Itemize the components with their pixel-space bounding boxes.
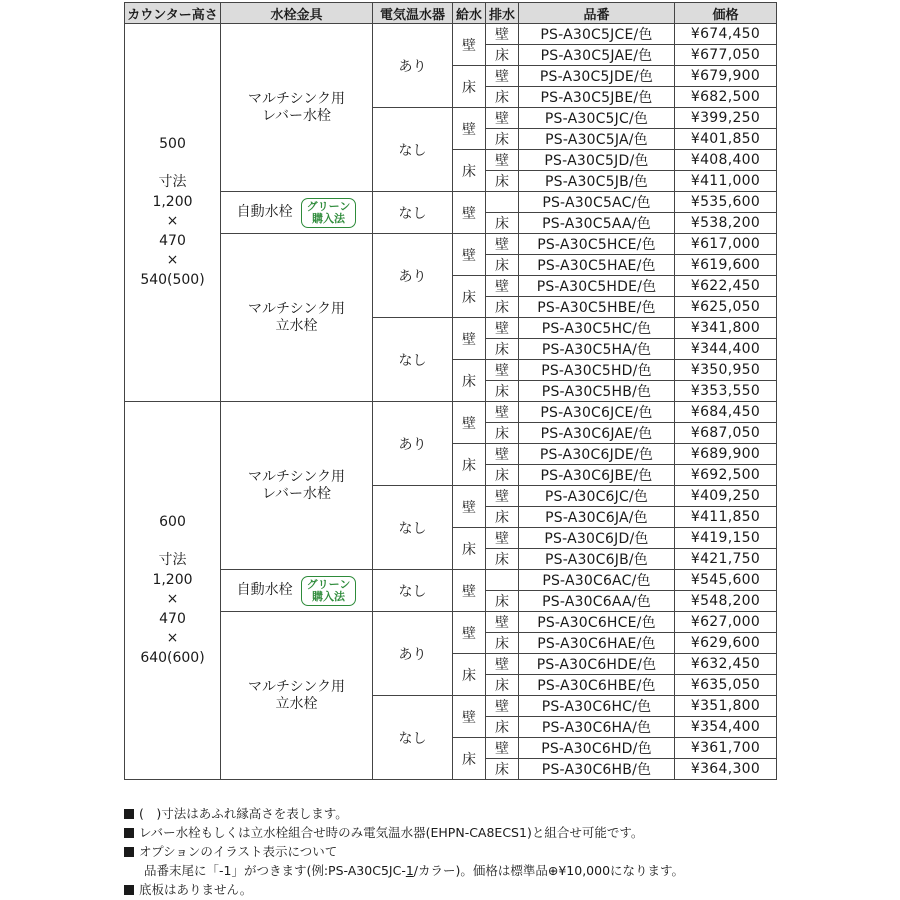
product-price: ¥619,600 <box>675 255 777 276</box>
heater-no: なし <box>373 486 453 570</box>
product-price: ¥545,600 <box>675 570 777 591</box>
dims-times: × <box>166 213 179 230</box>
supply-wall: 壁 <box>453 486 486 528</box>
green-purchase-badge <box>301 576 357 606</box>
note-text: 品番末尾に「-1」がつきます(例:PS-A30C5JC- <box>144 863 406 878</box>
note-item <box>124 842 824 861</box>
faucet-name-line2: レバー水栓 <box>261 485 332 502</box>
drain-wall: 壁 <box>486 738 519 759</box>
drain-floor: 床 <box>486 633 519 654</box>
header-row <box>125 3 777 24</box>
product-code: PS-A30C5JD/色 <box>519 150 675 171</box>
table-row <box>125 612 777 633</box>
product-code: PS-A30C6AC/色 <box>519 570 675 591</box>
dims-times: × <box>166 591 179 608</box>
faucet-name-line1: マルチシンク用 <box>247 300 346 317</box>
drain-wall: 壁 <box>486 234 519 255</box>
drain-floor: 床 <box>486 213 519 234</box>
note-item <box>124 823 824 842</box>
price-table <box>124 2 777 780</box>
supply-floor: 床 <box>453 738 486 780</box>
drain-wall <box>486 192 519 213</box>
header-price: 価格 <box>675 3 777 24</box>
supply-wall: 壁 <box>453 402 486 444</box>
supply-floor: 床 <box>453 66 486 108</box>
faucet-name-line1: マルチシンク用 <box>247 90 346 107</box>
product-price: ¥411,000 <box>675 171 777 192</box>
product-price: ¥351,800 <box>675 696 777 717</box>
faucet-name-line1: マルチシンク用 <box>247 678 346 695</box>
dims-width: 1,200 <box>152 571 193 588</box>
heater-no: なし <box>373 570 453 612</box>
product-price: ¥538,200 <box>675 213 777 234</box>
table-row <box>125 570 777 591</box>
supply-wall: 壁 <box>453 192 486 234</box>
drain-wall: 壁 <box>486 318 519 339</box>
drain-wall: 壁 <box>486 402 519 423</box>
product-code: PS-A30C6JBE/色 <box>519 465 675 486</box>
supply-floor: 床 <box>453 360 486 402</box>
drain-wall: 壁 <box>486 696 519 717</box>
faucet-auto-name: 自動水栓 <box>236 582 293 598</box>
supply-floor: 床 <box>453 528 486 570</box>
product-price: ¥353,550 <box>675 381 777 402</box>
note-item-continued <box>124 861 824 880</box>
product-code: PS-A30C5HCE/色 <box>519 234 675 255</box>
drain-floor: 床 <box>486 507 519 528</box>
supply-floor: 床 <box>453 654 486 696</box>
product-code: PS-A30C6JA/色 <box>519 507 675 528</box>
drain-floor: 床 <box>486 87 519 108</box>
header-drain: 排水 <box>486 3 519 24</box>
heater-yes: あり <box>373 612 453 696</box>
faucet-auto <box>221 192 373 234</box>
faucet-name-line1: マルチシンク用 <box>247 468 346 485</box>
note-text: オプションのイラスト表示について <box>139 844 338 859</box>
note-underlined-suffix: 1 <box>405 863 414 878</box>
header-supply: 給水 <box>453 3 486 24</box>
table-row <box>125 24 777 45</box>
heater-yes: あり <box>373 234 453 318</box>
faucet-standing <box>221 612 373 780</box>
drain-floor: 床 <box>486 339 519 360</box>
supply-wall: 壁 <box>453 318 486 360</box>
product-price: ¥548,200 <box>675 591 777 612</box>
product-code: PS-A30C5HD/色 <box>519 360 675 381</box>
product-code: PS-A30C5HB/色 <box>519 381 675 402</box>
heater-yes: あり <box>373 24 453 108</box>
product-code: PS-A30C6JCE/色 <box>519 402 675 423</box>
drain-floor: 床 <box>486 675 519 696</box>
product-price: ¥354,400 <box>675 717 777 738</box>
product-price: ¥535,600 <box>675 192 777 213</box>
product-code: PS-A30C6HCE/色 <box>519 612 675 633</box>
dims-depth: 470 <box>159 232 186 249</box>
product-price: ¥632,450 <box>675 654 777 675</box>
faucet-name-line2: レバー水栓 <box>261 107 332 124</box>
dims-label: 寸法 <box>158 174 187 191</box>
product-price: ¥625,050 <box>675 297 777 318</box>
product-price: ¥350,950 <box>675 360 777 381</box>
note-item <box>124 804 824 823</box>
drain-floor: 床 <box>486 255 519 276</box>
drain-floor: 床 <box>486 465 519 486</box>
square-bullet-icon <box>124 885 134 895</box>
product-code: PS-A30C6HC/色 <box>519 696 675 717</box>
counter-cell-500 <box>125 24 221 402</box>
badge-line1: グリーン <box>306 577 351 591</box>
product-code: PS-A30C5HA/色 <box>519 339 675 360</box>
faucet-standing <box>221 234 373 402</box>
dims-total: 540(500) <box>140 271 205 288</box>
product-code: PS-A30C6HD/色 <box>519 738 675 759</box>
product-price: ¥361,700 <box>675 738 777 759</box>
counter-height: 500 <box>159 135 186 152</box>
faucet-auto <box>221 570 373 612</box>
drain-floor: 床 <box>486 423 519 444</box>
drain-wall: 壁 <box>486 612 519 633</box>
note-text: ( )寸法はあふれ縁高さを表します。 <box>139 806 348 821</box>
product-code: PS-A30C6HAE/色 <box>519 633 675 654</box>
heater-no: なし <box>373 696 453 780</box>
heater-yes: あり <box>373 402 453 486</box>
product-price: ¥421,750 <box>675 549 777 570</box>
product-price: ¥408,400 <box>675 150 777 171</box>
product-price: ¥682,500 <box>675 87 777 108</box>
product-price: ¥364,300 <box>675 759 777 780</box>
drain-floor: 床 <box>486 171 519 192</box>
product-code: PS-A30C6JB/色 <box>519 549 675 570</box>
drain-wall: 壁 <box>486 66 519 87</box>
faucet-name-line2: 立水栓 <box>275 695 318 712</box>
drain-wall: 壁 <box>486 150 519 171</box>
drain-floor: 床 <box>486 591 519 612</box>
product-price: ¥341,800 <box>675 318 777 339</box>
drain-floor: 床 <box>486 297 519 318</box>
dims-total: 640(600) <box>140 649 205 666</box>
product-code: PS-A30C6HA/色 <box>519 717 675 738</box>
note-text: 底板はありません。 <box>139 882 253 897</box>
drain-wall: 壁 <box>486 486 519 507</box>
product-code: PS-A30C5JA/色 <box>519 129 675 150</box>
badge-line2: 購入法 <box>312 211 345 225</box>
header-counter-height: カウンター高さ <box>125 3 221 24</box>
badge-line2: 購入法 <box>312 589 345 603</box>
drain-wall <box>486 570 519 591</box>
product-price: ¥684,450 <box>675 402 777 423</box>
product-price: ¥411,850 <box>675 507 777 528</box>
dims-width: 1,200 <box>152 193 193 210</box>
product-price: ¥627,000 <box>675 612 777 633</box>
drain-wall: 壁 <box>486 276 519 297</box>
product-code: PS-A30C6HBE/色 <box>519 675 675 696</box>
supply-wall: 壁 <box>453 234 486 276</box>
product-code: PS-A30C5JAE/色 <box>519 45 675 66</box>
drain-wall: 壁 <box>486 360 519 381</box>
product-price: ¥409,250 <box>675 486 777 507</box>
supply-wall: 壁 <box>453 24 486 66</box>
product-code: PS-A30C6HB/色 <box>519 759 675 780</box>
supply-floor: 床 <box>453 444 486 486</box>
supply-wall: 壁 <box>453 108 486 150</box>
product-price: ¥401,850 <box>675 129 777 150</box>
product-code: PS-A30C5JBE/色 <box>519 87 675 108</box>
product-code: PS-A30C5HC/色 <box>519 318 675 339</box>
product-code: PS-A30C6JAE/色 <box>519 423 675 444</box>
product-code: PS-A30C5JCE/色 <box>519 24 675 45</box>
product-code: PS-A30C5HAE/色 <box>519 255 675 276</box>
product-price: ¥419,150 <box>675 528 777 549</box>
faucet-lever <box>221 402 373 570</box>
header-code: 品番 <box>519 3 675 24</box>
drain-wall: 壁 <box>486 654 519 675</box>
dims-times: × <box>166 630 179 647</box>
supply-wall: 壁 <box>453 612 486 654</box>
product-code: PS-A30C6JC/色 <box>519 486 675 507</box>
drain-floor: 床 <box>486 45 519 66</box>
heater-no: なし <box>373 192 453 234</box>
drain-floor: 床 <box>486 381 519 402</box>
note-text: /カラー)。価格は標準品⊕¥10,000になります。 <box>413 863 685 878</box>
dims-label: 寸法 <box>158 552 187 569</box>
product-code: PS-A30C5HDE/色 <box>519 276 675 297</box>
note-item <box>124 880 824 899</box>
product-code: PS-A30C6JDE/色 <box>519 444 675 465</box>
dims-depth: 470 <box>159 610 186 627</box>
counter-cell-600 <box>125 402 221 780</box>
square-bullet-icon <box>124 828 134 838</box>
drain-floor: 床 <box>486 129 519 150</box>
product-price: ¥617,000 <box>675 234 777 255</box>
faucet-name-line2: 立水栓 <box>275 317 318 334</box>
product-price: ¥679,900 <box>675 66 777 87</box>
heater-no: なし <box>373 108 453 192</box>
drain-floor: 床 <box>486 759 519 780</box>
drain-wall: 壁 <box>486 444 519 465</box>
product-price: ¥674,450 <box>675 24 777 45</box>
header-heater: 電気温水器 <box>373 3 453 24</box>
product-code: PS-A30C5AC/色 <box>519 192 675 213</box>
product-code: PS-A30C5JC/色 <box>519 108 675 129</box>
product-price: ¥629,600 <box>675 633 777 654</box>
notes <box>124 804 824 899</box>
supply-floor: 床 <box>453 150 486 192</box>
supply-floor: 床 <box>453 276 486 318</box>
faucet-lever <box>221 24 373 192</box>
product-price: ¥399,250 <box>675 108 777 129</box>
product-price: ¥635,050 <box>675 675 777 696</box>
square-bullet-icon <box>124 809 134 819</box>
heater-no: なし <box>373 318 453 402</box>
drain-wall: 壁 <box>486 24 519 45</box>
drain-wall: 壁 <box>486 528 519 549</box>
green-purchase-badge <box>301 198 357 228</box>
product-code: PS-A30C6AA/色 <box>519 591 675 612</box>
counter-height: 600 <box>159 513 186 530</box>
product-code: PS-A30C5HBE/色 <box>519 297 675 318</box>
square-bullet-icon <box>124 847 134 857</box>
header-faucet: 水栓金具 <box>221 3 373 24</box>
product-price: ¥689,900 <box>675 444 777 465</box>
product-price: ¥687,050 <box>675 423 777 444</box>
drain-wall: 壁 <box>486 108 519 129</box>
table-row <box>125 402 777 423</box>
product-code: PS-A30C5JB/色 <box>519 171 675 192</box>
supply-wall: 壁 <box>453 570 486 612</box>
product-code: PS-A30C5AA/色 <box>519 213 675 234</box>
drain-floor: 床 <box>486 549 519 570</box>
table-row <box>125 234 777 255</box>
note-text: レバー水栓もしくは立水栓組合せ時のみ電気温水器(EHPN-CA8ECS1)と組合せ可能です。 <box>139 825 644 840</box>
product-code: PS-A30C6JD/色 <box>519 528 675 549</box>
product-price: ¥677,050 <box>675 45 777 66</box>
dims-times: × <box>166 252 179 269</box>
drain-floor: 床 <box>486 717 519 738</box>
badge-line1: グリーン <box>306 199 351 213</box>
product-price: ¥344,400 <box>675 339 777 360</box>
product-price: ¥622,450 <box>675 276 777 297</box>
faucet-auto-name: 自動水栓 <box>236 204 293 220</box>
product-code: PS-A30C6HDE/色 <box>519 654 675 675</box>
supply-wall: 壁 <box>453 696 486 738</box>
table-row <box>125 192 777 213</box>
product-code: PS-A30C5JDE/色 <box>519 66 675 87</box>
product-price: ¥692,500 <box>675 465 777 486</box>
